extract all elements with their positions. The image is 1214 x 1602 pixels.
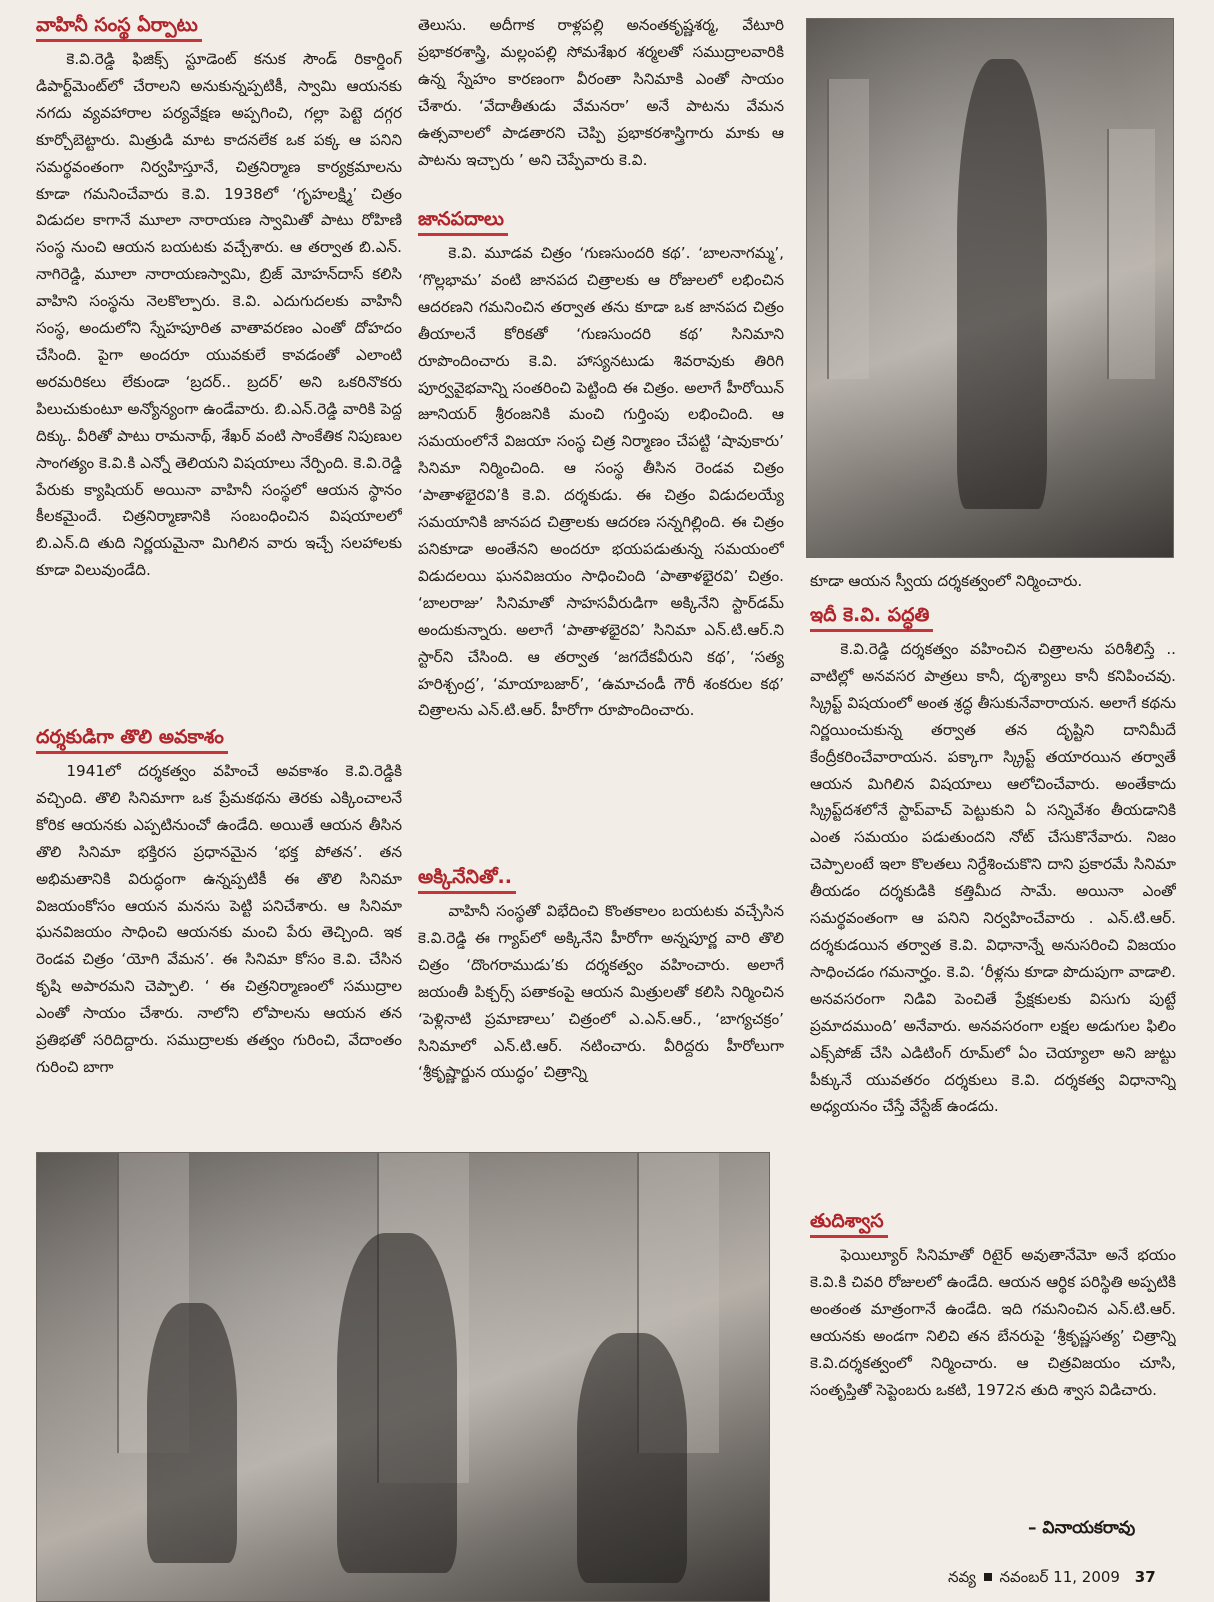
issue-date: నవంబర్ 11, 2009 — [999, 1568, 1120, 1586]
magazine-name: నవ్య — [948, 1568, 976, 1586]
paragraph-last-breath: ఫెయిల్యూర్ సినిమాతో రిటైర్ అవుతానేమో అనే భయం కె.వి.కి చివరి రోజులలో ఉండేది. ఆయన ఆర్థిక పరిస్థితి అప్పటికి అంతంత మాత్రంగానే ఉండేది. ఇది గమనించిన ఎన్.టి.ఆర్. ఆయనకు అండగా నిలిచి తన బేనరుపై ‘శ్రీకృష్ణసత్య’ చిత్రాన్ని కె.వి.దర్శకత్వంలో నిర్మించారు. ఆ చిత్రవిజయం చూసి, సంతృప్తితో సెప్టెంబరు ఒకటి, 1972న తుది శ్వాస విడిచారు. — [810, 1246, 1176, 1399]
paragraph-continuation: తెలుసు. అదీగాక రాళ్లపల్లి అనంతకృష్ణశర్మ, వేటూరి ప్రభాకరశాస్త్రి, మల్లంపల్లి సోమశేఖర శర్మలతో సముద్రాలవారికి ఉన్న స్నేహం కారణంగా వీరంతా సినిమాకి ఎంతో సాయం చేశారు. ‘వేదాతీతుడు వేమనరా’ అనే పాటను వేమన ఉత్సవాలలో పాడతారని చెప్పి ప్రభాకరశాస్త్రిగారు మాకు ఆ పాటను ఇచ్చారు ’ అని చెప్పేవారు కె.వి. — [418, 16, 784, 169]
paragraph-vahini: కె.వి.రెడ్డి ఫిజిక్స్ స్టూడెంట్ కనుక సౌండ్ రికార్డింగ్ డిపార్ట్‌మెంట్‌లో చేరాలని అనుకున్నప్పటికీ, స్వామి ఆయనకు నగదు వ్యవహారాల పర్యవేక్షణ అప్పగించి, గల్లా పెట్టె దగ్గర కూర్చోబెట్టారు. మిత్రుడి మాట కాదనలేక ఒక పక్క ఆ పనిని సమర్థవంతంగా నిర్వహిస్తూనే, చిత్రనిర్మాణ కార్యక్రమాలను కూడా గమనించేవారు కె.వి. 1938లో ‘గృహలక్ష్మి’ చిత్రం విడుదల కాగానే మూలా నారాయణ స్వామితో పాటు రోహిణి సంస్థ నుంచి ఆయన బయటకు వచ్చేశారు. ఆ తర్వాత బి.ఎన్. నాగిరెడ్డి, మూలా నారాయణస్వామి, బ్రిజ్ మోహన్‌దాస్ కలిసి వాహిని సంస్థను నెలకొల్పారు. కె.వి. ఎదుగుదలకు వాహినీ సంస్థ, అందులోని స్నేహపూరిత వాతావరణం ఎంతో దోహదం చేసింది. పైగా అందరూ యువకులే కావడంతో ఎలాంటి అరమరికలు లేకుండా ‘బ్రదర్.. బ్రదర్’ అని ఒకరినొకరు పిలుచుకుంటూ అన్యోన్యంగా ఉండేవారు. బి.ఎన్.రెడ్డి వారికి పెద్ద దిక్కు. వీరితో పాటు రామనాథ్, శేఖర్ వంటి సాంకేతిక నిపుణుల సాంగత్యం కె.వి.కి ఎన్నో తెలియని విషయాలు నేర్పింది. కె.వి.రెడ్డి పేరుకు క్యాషియర్ అయినా వాహినీ సంస్థలో ఆయన స్థానం కీలకమైందే. చిత్రనిర్మాణానికి సంబంధించిన విషయాలలో బి.ఎన్.ది తుది నిర్ణయమైనా మిగిలిన వారు ఇచ్చే సలహాలకు కూడా విలువుండేది. — [36, 50, 402, 580]
paragraph-janapadalu: కె.వి. మూడవ చిత్రం ‘గుణసుందరి కథ’. ‘బాలనాగమ్మ’, ‘గొల్లభామ’ వంటి జానపద చిత్రాలకు ఆ రోజులలో లభించిన ఆదరణని గమనించిన తర్వాత తను కూడా ఒక జానపద చిత్రం తీయాలనే కోరికతో ‘గుణసుందరి కథ’ సినిమాని రూపొందించారు కె.వి. హాస్యనటుడు శివరావుకు తిరిగి పూర్వవైభవాన్ని సంతరించి పెట్టింది ఈ చిత్రం. అలాగే హీరోయిన్ జూనియర్ శ్రీరంజనికి మంచి గుర్తింపు లభించింది. ఆ సమయంలోనే విజయా సంస్థ చిత్ర నిర్మాణం చేపట్టి ‘షావుకారు’ సినిమా నిర్మించింది. ఆ సంస్థ తీసిన రెండవ చిత్రం ‘పాతాళభైరవి’కి కె.వి. దర్శకుడు. ఈ చిత్రం విడుదలయ్యే సమయానికి జానపద చిత్రాలకు ఆదరణ సన్నగిల్లింది. ఈ చిత్రం పనికూడా అంతేనని అందరూ భయపడుతున్న సమయంలో విడుదలయి ఘనవిజయం సాధించింది ‘పాతాళభైరవి’ చిత్రం. ‘బాలరాజు’ సినిమాతో సాహసవీరుడిగా అక్కినేని స్టార్‌డమ్ అందుకున్నారు. అలాగే ‘పాతాళభైరవి’ సినిమా ఎన్.టి.ఆర్.ని స్టార్‌ని చేసింది. ఆ తర్వాత ‘జగదేకవీరుని కథ’, ‘సత్య హరిశ్చంద్ర’, ‘మాయాబజార్’, ‘ఉమాచండీ గౌరీ శంకరుల కథ’ చిత్రాలను ఎన్.టి.ఆర్. హీరోగా రూపొందించారు. — [418, 244, 784, 720]
page-number: 37 — [1134, 1568, 1156, 1586]
photo-hero-standing — [806, 18, 1174, 558]
section-heading-kv-method: ఇదీ కె.వి. పద్ధతి — [810, 602, 933, 632]
section-heading-akkineni: అక్కినేనితో.. — [418, 864, 516, 894]
paragraph-first-chance: 1941లో దర్శకత్వం వహించే అవకాశం కె.వి.రెడ్డికి వచ్చింది. తొలి సినిమాగా ఒక ప్రేమకథను తెరకు ఎక్కించాలనే కోరిక ఆయనకు ఎప్పటినుంచో ఉండేది. అయితే ఆయన తీసిన తొలి సినిమా భక్తిరస ప్రధానమైన ‘భక్త పోతన’. తన అభిమతానికి విరుద్ధంగా ఉన్నప్పటికీ ఈ తొలి సినిమా విజయంకోసం ఆయన మనసు పెట్టి పనిచేశారు. ఆ సినిమా ఘనవిజయం సాధించి ఆయనకు మంచి పేరు తెచ్చింది. ఇక రెండవ చిత్రం ‘యోగి వేమన’. ఈ సినిమా కోసం కె.వి. చేసిన కృషి అపారమని చెప్పాలి. ‘ ఈ చిత్రనిర్మాణంలో సముద్రాల ఎంతో సాయం చేశారు. నాలోని లోపాలను ఆయన తన ప్రతిభతో సరిదిద్దారు. సముద్రాలకు తత్వం గురించి, వేదాంతం గురించి బాగా — [36, 762, 402, 1076]
section-heading-last-breath: తుదిశ్వాస — [810, 1208, 888, 1238]
column-2 — [418, 12, 784, 1110]
square-separator-icon — [984, 1573, 992, 1581]
column-3 — [810, 568, 1176, 1514]
paragraph-col3-continuation: కూడా ఆయన స్వీయ దర్శకత్వంలో నిర్మించారు. — [810, 572, 1083, 590]
paragraph-kv-method: కె.వి.రెడ్డి దర్శకత్వం వహించిన చిత్రాలను పరిశీలిస్తే .. వాటిల్లో అనవసర పాత్రలు కానీ, దృశ్యాలు కానీ కనిపించవు. స్క్రిప్ట్ విషయంలో అంత శ్రద్ధ తీసుకునేవారాయన. అలాగే కథను నిర్ణయించుకున్న తర్వాత తన దృష్టిని దానిమీదే కేంద్రీకరించేవారాయన. పక్కాగా స్క్రిప్ట్ తయారయిన తర్వాతే ఆయన మిగిలిన విషయాలు ఆలోచించేవారు. అంతేకాదు స్క్రిప్ట్‌దశలోనే స్టాప్‌వాచ్ పెట్టుకుని ఏ సన్నివేశం తీయడానికి ఎంత సమయం పడుతుందని నోట్ చేసుకొనేవారు. నిజం చెప్పాలంటే ఇలా కొలతలు నిర్దేశించుకొని దాని ప్రకారమే సినిమా తీయడం దర్శకుడికి కత్తిమీద సామే. అయినా ఎంతో సమర్థవంతంగా ఆ పనిని నిర్వహించేవారు . ఎన్.టి.ఆర్. దర్శకుడయిన తర్వాత కె.వి. విధానాన్నే అనుసరించి విజయం సాధించడం గమనార్హం. కె.వి. ‘రీళ్లను కూడా పొదుపుగా వాడాలి. అనవసరంగా నిడివి పెంచితే ప్రేక్షకులకు విసుగు పుట్టే ప్రమాదముంది’ అనేవారు. అనవసరంగా లక్షల అడుగుల ఫిలిం ఎక్స్‌పోజ్ చేసి ఎడిటింగ్ రూమ్‌లో ఏం చెయ్యాలా అని జుట్టు పీక్కునే యువతరం దర్శకులు కె.వి. దర్శకత్వ విధానాన్ని అధ్యయనం చేస్తే వేస్టేజ్ ఉండదు. — [810, 640, 1176, 1116]
section-heading-vahini: వాహినీ సంస్థ ఏర్పాటు — [36, 12, 202, 42]
column-1 — [36, 12, 402, 1110]
section-heading-first-chance: దర్శకుడిగా తొలి అవకాశం — [36, 724, 228, 754]
photo-movie-still — [36, 1152, 770, 1602]
author-byline: – వినాయకరావు — [1028, 1518, 1136, 1538]
paragraph-akkineni: వాహినీ సంస్థతో విభేదించి కొంతకాలం బయటకు వచ్చేసిన కె.వి.రెడ్డి ఈ గ్యాప్‌లో అక్కినేని హీరోగా అన్నపూర్ణ వారి తొలి చిత్రం ‘దొంగరాముడు’కు దర్శకత్వం వహించారు. అలాగే జయంతీ పిక్చర్స్ పతాకంపై ఆయన మిత్రులతో కలిసి నిర్మించిన ‘పెళ్లినాటి ప్రమాణాలు’ చిత్రంలో ఎ.ఎన్.ఆర్., ‘బాగ్యచక్రం’ సినిమాలో ఎన్.టి.ఆర్. నటించారు. వీరిద్దరు హీరోలుగా ‘శ్రీకృష్ణార్జున యుద్ధం’ చిత్రాన్ని — [418, 902, 784, 1082]
section-heading-janapadalu: జానపదాలు — [418, 206, 508, 236]
page-footer — [948, 1568, 1156, 1590]
